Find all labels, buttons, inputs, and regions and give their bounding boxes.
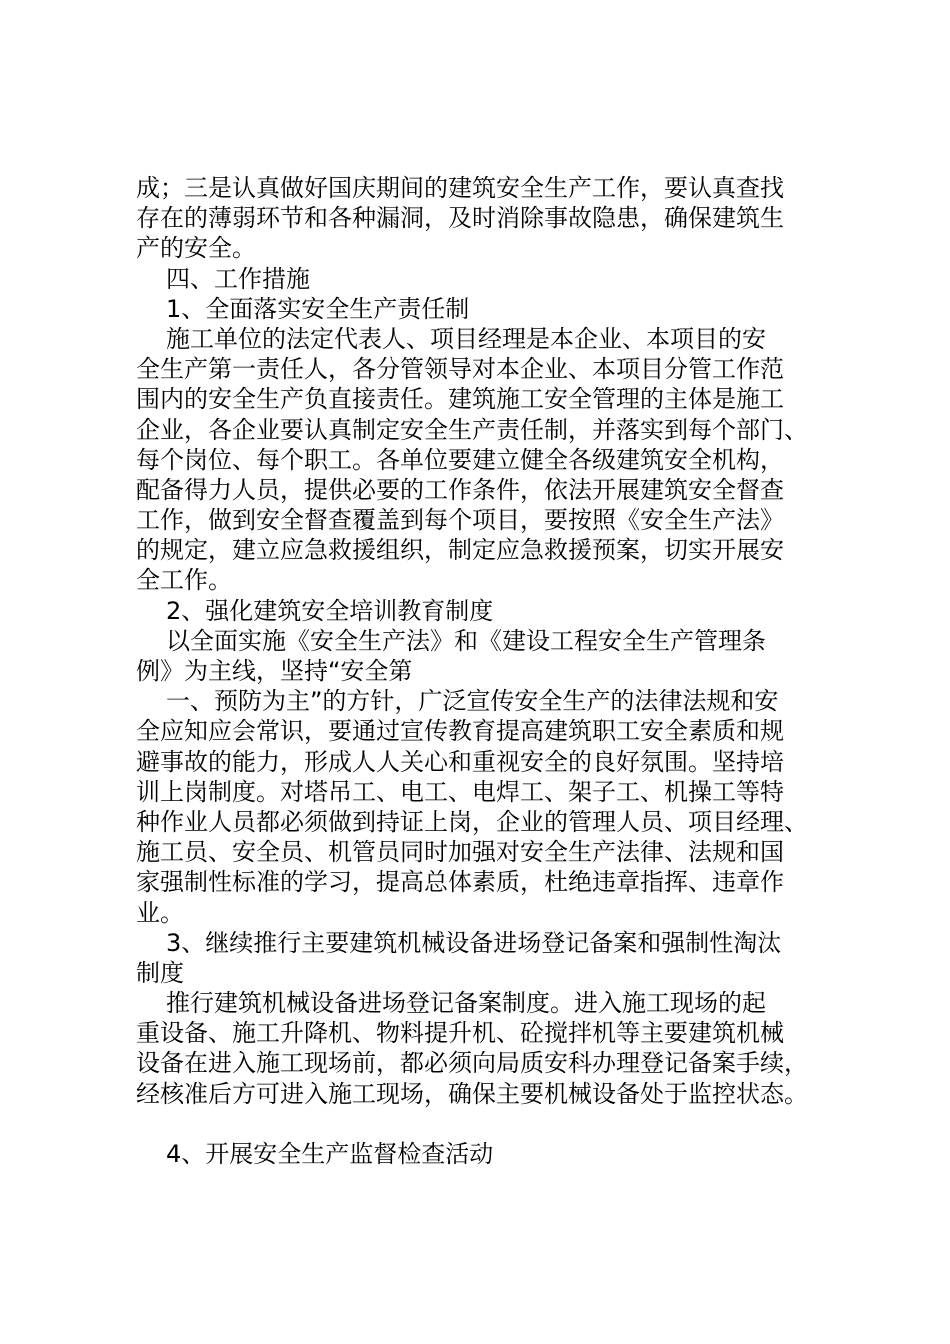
text-line: 成；三是认真做好国庆期间的建筑安全生产工作，要认真查找 [136, 174, 784, 202]
text-line: 家强制性标准的学习，提高总体素质，杜绝违章指挥、违章作 [136, 868, 784, 897]
text-line: 产的安全。 [136, 234, 256, 263]
text-line: 围内的安全生产负直接责任。建筑施工安全管理的主体是施工 [136, 385, 784, 414]
text-line: 推行建筑机械设备进场登记备案制度。进入施工现场的起 [166, 989, 766, 1018]
text-line: 设备在进入施工现场前，都必须向局质安科办理登记备案手续， [136, 1049, 808, 1078]
text-line: 以全面实施《安全生产法》和《建设工程安全生产管理条 [166, 626, 766, 655]
text-line: 种作业人员都必须做到持证上岗，企业的管理人员、项目经理、 [136, 807, 808, 836]
section-heading-work-measures: 四、工作措施 [166, 264, 310, 293]
text-line: 的规定，建立应急救援组织，制定应急救援预案，切实开展安 [136, 536, 784, 565]
subsection-heading-2: 2、强化建筑安全培训教育制度 [166, 596, 494, 625]
subsection-heading-1: 1、全面落实安全生产责任制 [166, 294, 470, 323]
text-line: 存在的薄弱环节和各种漏洞，及时消除事故隐患，确保建筑生 [136, 204, 784, 233]
text-line: 每个岗位、每个职工。各单位要建立健全各级建筑安全机构， [136, 445, 784, 474]
paragraph-gap [136, 1109, 836, 1139]
text-line: 重设备、施工升降机、物料提升机、砼搅拌机等主要建筑机械 [136, 1019, 784, 1048]
text-line: 训上岗制度。对塔吊工、电工、电焊工、架子工、机操工等特 [136, 777, 784, 806]
text-line: 例》为主线，坚持“安全第 [136, 657, 413, 685]
text-line: 全工作。 [136, 566, 232, 595]
document-body [136, 173, 836, 1169]
text-line: 避事故的能力，形成人人关心和重视安全的良好氛围。坚持培 [136, 747, 784, 776]
text-line: 全生产第一责任人，各分管领导对本企业、本项目分管工作范 [136, 355, 784, 384]
text-line: 施工员、安全员、机管员同时加强对安全生产法律、法规和国 [136, 838, 784, 867]
subsection-heading-3: 3、继续推行主要建筑机械设备进场登记备案和强制性淘汰 [166, 928, 782, 957]
text-line: 一、预防为主”的方针，广泛宣传安全生产的法律法规和安 [166, 687, 779, 716]
text-line: 企业，各企业要认真制定安全生产责任制，并落实到每个部门、 [136, 415, 808, 444]
text-line: 工作，做到安全督查覆盖到每个项目，要按照《安全生产法》 [136, 506, 784, 535]
text-line: 全应知应会常识，要通过宣传教育提高建筑职工安全素质和规 [136, 717, 784, 746]
text-line: 施工单位的法定代表人、项目经理是本企业、本项目的安 [166, 324, 766, 353]
text-line: 经核准后方可进入施工现场，确保主要机械设备处于监控状态。 [136, 1079, 808, 1108]
text-line: 制度 [136, 958, 184, 987]
text-line: 业。 [136, 898, 184, 927]
subsection-heading-4: 4、开展安全生产监督检查活动 [166, 1140, 494, 1168]
text-line: 配备得力人员，提供必要的工作条件，依法开展建筑安全督查 [136, 475, 784, 504]
